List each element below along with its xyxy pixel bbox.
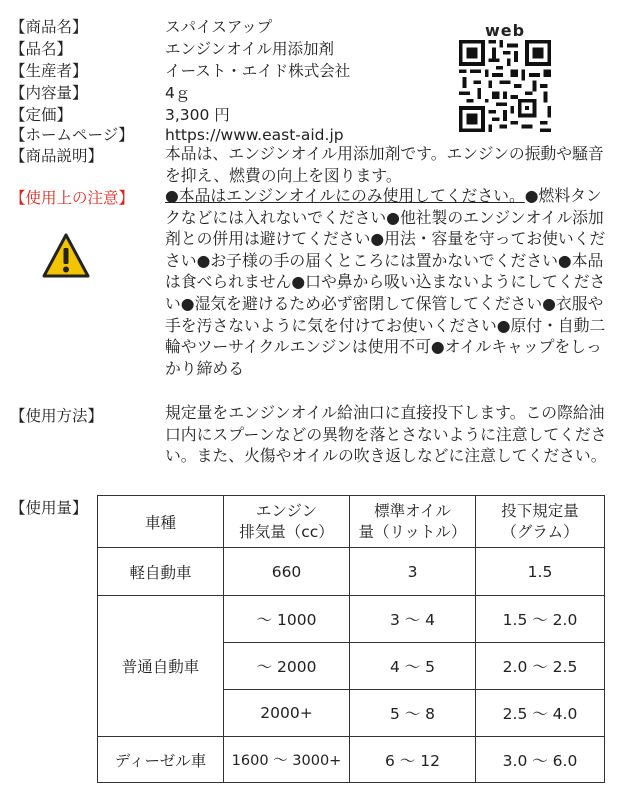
cell-oil: 5 ～ 8	[350, 690, 476, 737]
qr-code	[458, 40, 552, 132]
cell-cc: ～ 2000	[224, 643, 350, 690]
cell-oil: 4 ～ 5	[350, 643, 476, 690]
cell-dose: 1.5 ～ 2.0	[476, 596, 605, 643]
description-label: 【商品説明】	[10, 147, 104, 165]
cell-cc: ～ 1000	[224, 596, 350, 643]
caution-rest: ●燃料タンクなどには入れないでください●他社製のエンジンオイル添加剤との併用は避けてください●用法・容量を守ってお使いください●お子様の手の届くところには置かないでください●本品は食べられません●口や鼻から吸い込まないようにしてください●湿気を避けるため必ず密閉して保管してください●衣服や手を汚さないように気を付けてお使いください●原付・自動二輪やツーサイクルエンジンは使用不可●オイルキャップをしっかり締める	[165, 186, 606, 378]
qr-code-block	[458, 22, 552, 136]
table-row	[98, 548, 605, 596]
col-header-type: 車種	[98, 496, 224, 548]
homepage-link[interactable]: https://www.east-aid.jp	[165, 126, 344, 144]
info-label-price: 【定価】	[10, 106, 73, 124]
info-value-price: 3,300 円	[165, 106, 230, 124]
col-header-cc: エンジン 排気量（cc）	[224, 496, 350, 548]
description-text: 本品は、エンジンオイル用添加剤です。エンジンの振動や騒音を抑え、燃費の向上を図ります。	[165, 144, 604, 185]
cell-cc: 1600 ～ 3000+	[224, 737, 350, 783]
cell-cc: 660	[224, 548, 350, 596]
table-row	[98, 596, 605, 643]
method-label: 【使用方法】	[10, 407, 104, 425]
cell-type: ディーゼル車	[98, 737, 224, 783]
cell-dose: 2.0 ～ 2.5	[476, 643, 605, 690]
cell-oil: 3	[350, 548, 476, 596]
info-value-name: スパイスアップ	[165, 18, 273, 36]
table-header-row	[98, 496, 605, 548]
cell-oil: 3 ～ 4	[350, 596, 476, 643]
caution-first-item: ●本品はエンジンオイルにのみ使用してください。	[165, 186, 525, 205]
cell-type: 普通自動車	[98, 596, 224, 737]
info-value-producer: イースト・エイド株式会社	[165, 62, 351, 80]
cell-dose: 2.5 ～ 4.0	[476, 690, 605, 737]
col-header-dose: 投下規定量 （グラム）	[476, 496, 605, 548]
usage-table	[97, 495, 605, 783]
warning-triangle-icon	[42, 232, 90, 280]
col-header-oil: 標準オイル 量（リットル）	[350, 496, 476, 548]
method-text: 規定量をエンジンオイル給油口に直接投下します。この際給油口内にスプーンなどの異物を落とさないように注意してください。また、火傷やオイルの吹き返しなどに注意してください。	[165, 403, 607, 466]
info-label-producer: 【生産者】	[10, 62, 88, 80]
cell-oil: 6 ～ 12	[350, 737, 476, 783]
cell-cc: 2000+	[224, 690, 350, 737]
cell-type: 軽自動車	[98, 548, 224, 596]
cell-dose: 1.5	[476, 548, 605, 596]
caution-text	[165, 185, 610, 379]
info-label-homepage: 【ホームページ】	[10, 126, 134, 144]
cell-dose: 3.0 ～ 6.0	[476, 737, 605, 783]
info-value-category: エンジンオイル用添加剤	[165, 40, 334, 58]
table-row	[98, 737, 605, 783]
info-label-category: 【品名】	[10, 40, 73, 58]
caution-label: 【使用上の注意】	[10, 189, 135, 207]
info-value-quantity: 4ｇ	[165, 84, 191, 102]
qr-label: web	[484, 21, 526, 40]
info-label-name: 【商品名】	[10, 18, 88, 36]
usage-label: 【使用量】	[10, 499, 88, 517]
info-label-quantity: 【内容量】	[10, 84, 88, 102]
